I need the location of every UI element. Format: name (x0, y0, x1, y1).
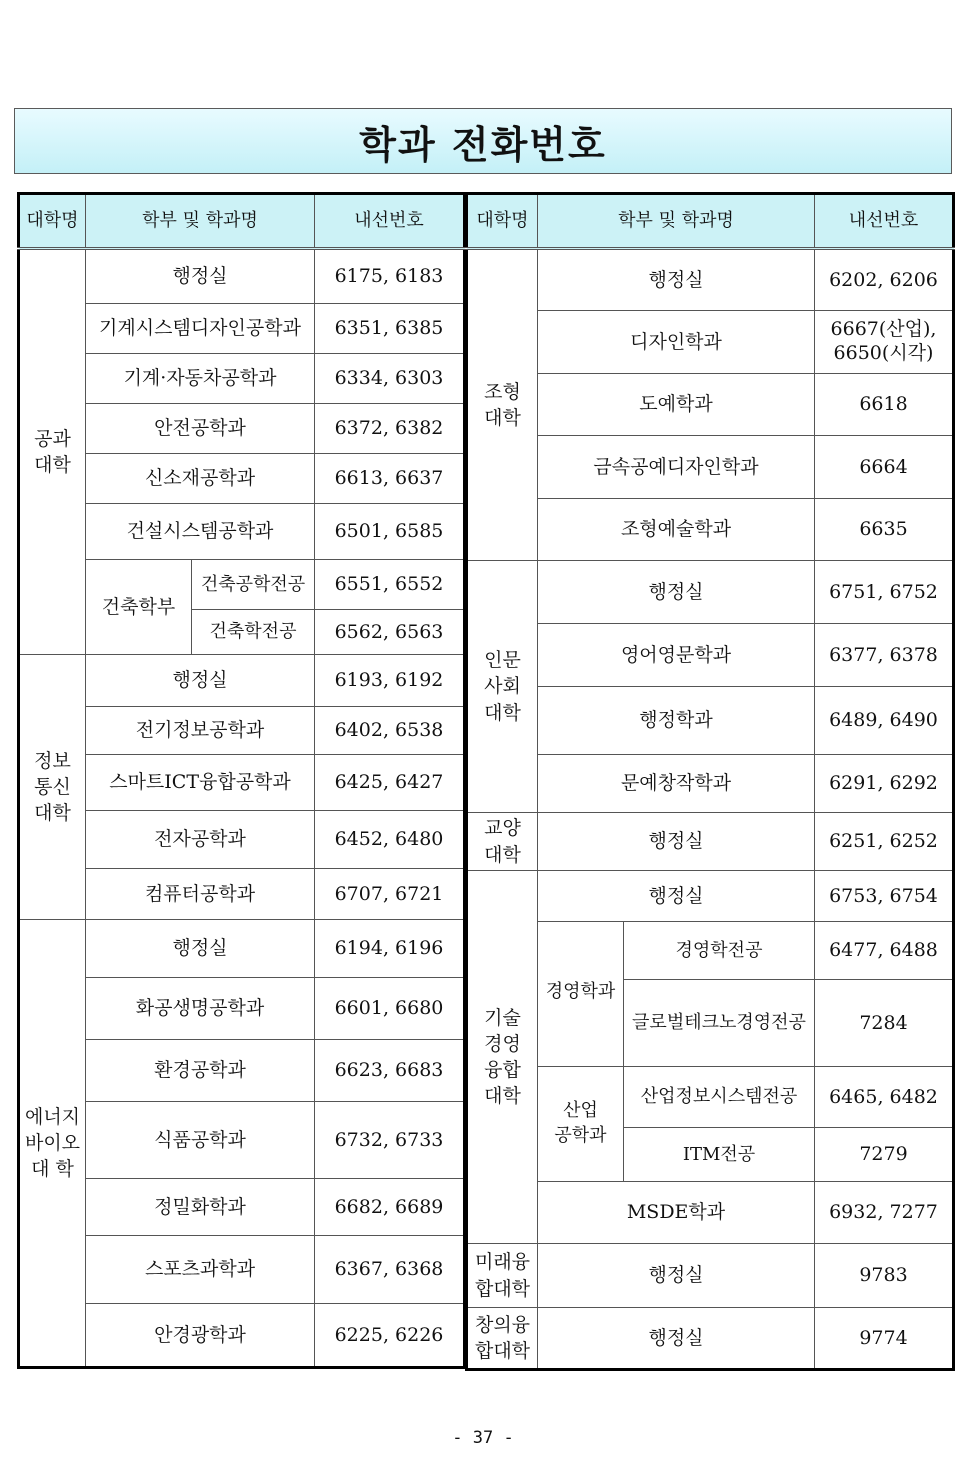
dept-name: 안전공학과 (86, 404, 315, 454)
table-row (19, 755, 465, 811)
table-row (19, 304, 465, 354)
college-energy-bio: 에너지 바이오 대 학 (19, 920, 86, 1368)
college-art: 조형 대학 (467, 249, 538, 561)
table-row (19, 920, 465, 978)
ext-header: 내선번호 (815, 194, 954, 249)
dept-name: 건설시스템공학과 (86, 504, 315, 560)
page-title: 학과 전화번호 (359, 122, 607, 167)
table-row (467, 813, 954, 871)
dept-name: 금속공예디자인학과 (538, 436, 815, 499)
major-name: 산업정보시스템전공 (624, 1067, 815, 1128)
table-row (19, 1040, 465, 1102)
ext-number: 6175, 6183 (315, 249, 465, 304)
table-row (467, 1182, 954, 1244)
table-row (467, 499, 954, 561)
table-row (19, 1236, 465, 1304)
table-row (19, 811, 465, 869)
ext-number: 6367, 6368 (315, 1236, 465, 1304)
dept-name: 행정실 (538, 1244, 815, 1308)
ext-number: 9774 (815, 1308, 954, 1370)
table-row (467, 1308, 954, 1370)
ext-number: 6489, 6490 (815, 687, 954, 755)
table-row (467, 922, 954, 980)
ext-number: 6601, 6680 (315, 978, 465, 1040)
table-row (467, 311, 954, 374)
table-row (19, 1102, 465, 1179)
table-row (467, 687, 954, 755)
page-number: - 37 - (452, 1428, 514, 1448)
major-name: 건축공학전공 (192, 560, 315, 610)
college-tech-management: 기술 경영 융합 대학 (467, 871, 538, 1244)
table-row (467, 1067, 954, 1128)
major-name: 경영학전공 (624, 922, 815, 980)
ext-number: 6618 (815, 374, 954, 436)
table-row (467, 436, 954, 499)
ext-number: 6932, 7277 (815, 1182, 954, 1244)
ext-header: 내선번호 (315, 194, 465, 249)
division-architecture: 건축학부 (86, 560, 192, 655)
dept-name: 문예창작학과 (538, 755, 815, 813)
ext-number: 6225, 6226 (315, 1304, 465, 1368)
dept-name: 환경공학과 (86, 1040, 315, 1102)
ext-number: 6751, 6752 (815, 561, 954, 624)
ext-number: 7284 (815, 980, 954, 1067)
table-row (19, 1304, 465, 1368)
dept-name: 행정실 (86, 920, 315, 978)
ext-number: 6291, 6292 (815, 755, 954, 813)
table-row (467, 624, 954, 687)
ext-number: 6623, 6683 (315, 1040, 465, 1102)
ext-number: 6402, 6538 (315, 707, 465, 755)
table-row (19, 655, 465, 707)
ext-number: 6613, 6637 (315, 454, 465, 504)
dept-name: 컴퓨터공학과 (86, 869, 315, 920)
dept-name: 행정학과 (538, 687, 815, 755)
ext-number: 6452, 6480 (315, 811, 465, 869)
ext-number: 6664 (815, 436, 954, 499)
table-row (19, 354, 465, 404)
ext-number: 6377, 6378 (815, 624, 954, 687)
ext-number: 6635 (815, 499, 954, 561)
ext-number: 9783 (815, 1244, 954, 1308)
dept-name: 기계시스템디자인공학과 (86, 304, 315, 354)
table-header-row (467, 194, 954, 249)
table-row (19, 1179, 465, 1236)
ext-number: 6202, 6206 (815, 249, 954, 311)
table-row (467, 249, 954, 311)
college-ict: 정보 통신 대학 (19, 655, 86, 920)
ext-number: 6682, 6689 (315, 1179, 465, 1236)
dept-name: 영어영문학과 (538, 624, 815, 687)
dept-name: 화공생명공학과 (86, 978, 315, 1040)
dept-name: 전기정보공학과 (86, 707, 315, 755)
major-name: 건축학전공 (192, 610, 315, 655)
college-engineering: 공과 대학 (19, 249, 86, 655)
ext-number: 6732, 6733 (315, 1102, 465, 1179)
dept-name: 신소재공학과 (86, 454, 315, 504)
dept-name: 정밀화학과 (86, 1179, 315, 1236)
dept-name: 행정실 (86, 655, 315, 707)
dept-name: 행정실 (538, 561, 815, 624)
ext-number: 6425, 6427 (315, 755, 465, 811)
table-row (19, 560, 465, 610)
ext-number: 6562, 6563 (315, 610, 465, 655)
ext-number: 6667(산업), 6650(시각) (815, 311, 954, 374)
dept-name: 행정실 (538, 249, 815, 311)
ext-number: 6707, 6721 (315, 869, 465, 920)
college-future-convergence: 미래융 합대학 (467, 1244, 538, 1308)
dept-name: 행정실 (538, 871, 815, 922)
dept-name: MSDE학과 (538, 1182, 815, 1244)
left-phone-table (17, 192, 466, 1369)
table-row (19, 404, 465, 454)
ext-number: 6551, 6552 (315, 560, 465, 610)
table-row (19, 869, 465, 920)
page-title-banner (14, 108, 952, 174)
table-row (19, 707, 465, 755)
table-row (19, 249, 465, 304)
dept-name: 식품공학과 (86, 1102, 315, 1179)
table-row (467, 755, 954, 813)
ext-number: 6251, 6252 (815, 813, 954, 871)
ext-number: 6501, 6585 (315, 504, 465, 560)
major-name: ITM전공 (624, 1128, 815, 1182)
ext-number: 6477, 6488 (815, 922, 954, 980)
dept-name: 안경광학과 (86, 1304, 315, 1368)
dept-name: 행정실 (538, 1308, 815, 1370)
table-row (19, 978, 465, 1040)
dept-name: 디자인학과 (538, 311, 815, 374)
table-header-row (19, 194, 465, 249)
ext-number: 6351, 6385 (315, 304, 465, 354)
dept-industrial-eng: 산업 공학과 (538, 1067, 624, 1182)
major-name: 글로벌테크노경영전공 (624, 980, 815, 1067)
college-header: 대학명 (19, 194, 86, 249)
table-row (19, 504, 465, 560)
dept-header: 학부 및 학과명 (86, 194, 315, 249)
table-row (467, 871, 954, 922)
ext-number: 6193, 6192 (315, 655, 465, 707)
table-row (467, 561, 954, 624)
college-humanities: 인문 사회 대학 (467, 561, 538, 813)
ext-number: 6372, 6382 (315, 404, 465, 454)
dept-name: 기계·자동차공학과 (86, 354, 315, 404)
college-creative-convergence: 창의융 합대학 (467, 1308, 538, 1370)
dept-name: 도예학과 (538, 374, 815, 436)
dept-name: 조형예술학과 (538, 499, 815, 561)
table-row (19, 454, 465, 504)
dept-name: 스마트ICT융합공학과 (86, 755, 315, 811)
dept-business: 경영학과 (538, 922, 624, 1067)
dept-name: 행정실 (86, 249, 315, 304)
ext-number: 6753, 6754 (815, 871, 954, 922)
table-row (467, 1244, 954, 1308)
right-phone-table (465, 192, 955, 1371)
dept-name: 스포츠과학과 (86, 1236, 315, 1304)
dept-header: 학부 및 학과명 (538, 194, 815, 249)
college-liberal-arts: 교양 대학 (467, 813, 538, 871)
ext-number: 6334, 6303 (315, 354, 465, 404)
table-row (467, 374, 954, 436)
ext-number: 6194, 6196 (315, 920, 465, 978)
dept-name: 전자공학과 (86, 811, 315, 869)
ext-number: 7279 (815, 1128, 954, 1182)
college-header: 대학명 (467, 194, 538, 249)
dept-name: 행정실 (538, 813, 815, 871)
ext-number: 6465, 6482 (815, 1067, 954, 1128)
